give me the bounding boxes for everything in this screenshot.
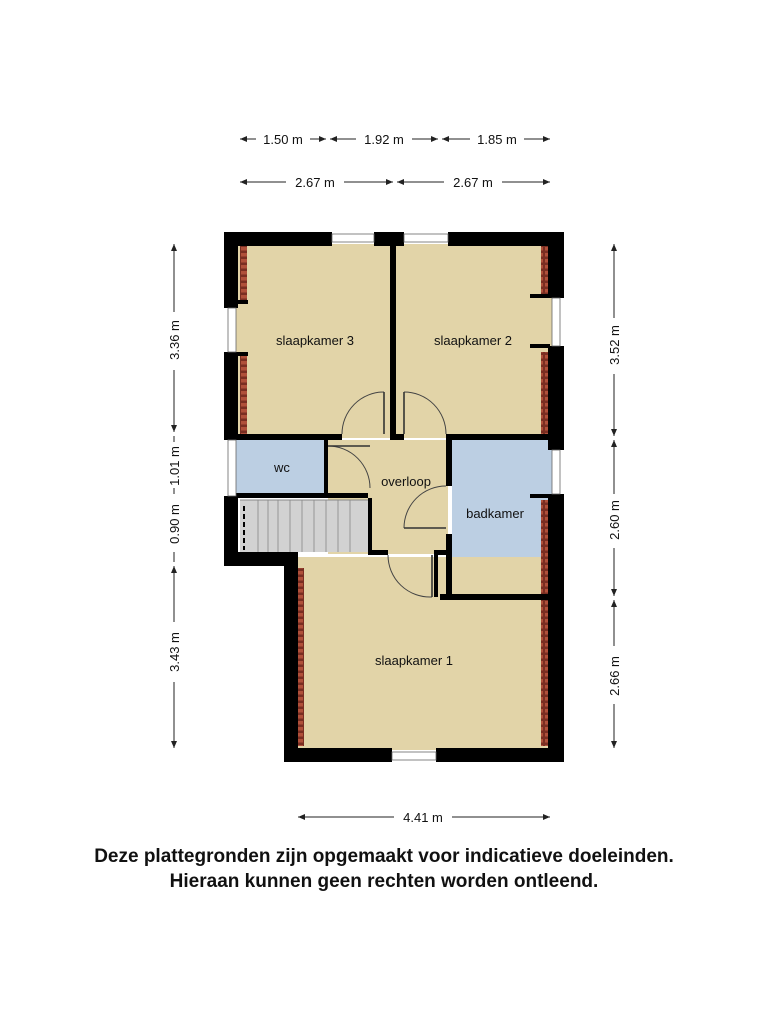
dim-right-3: 2.66 m xyxy=(607,656,622,696)
dim-right-1: 3.52 m xyxy=(607,325,622,365)
staircase xyxy=(240,500,368,552)
label-slaapkamer-3: slaapkamer 3 xyxy=(275,333,355,348)
window-top-left xyxy=(332,234,374,242)
dim-top-row2-1: 2.67 m xyxy=(295,175,335,190)
dim-top-row2-2: 2.67 m xyxy=(453,175,493,190)
label-badkamer: badkamer xyxy=(466,506,524,521)
label-slaapkamer-2: slaapkamer 2 xyxy=(433,333,513,348)
label-overloop: overloop xyxy=(381,474,431,489)
label-slaapkamer-1: slaapkamer 1 xyxy=(374,653,454,668)
window-bottom xyxy=(392,752,436,760)
dim-top-2: 1.92 m xyxy=(364,132,404,147)
window-left-2 xyxy=(228,440,236,496)
window-left-1 xyxy=(228,308,236,352)
dim-left-3: 0.90 m xyxy=(167,504,182,544)
disclaimer-line-2: Hieraan kunnen geen rechten worden ontleend. xyxy=(169,871,599,892)
dim-top-3: 1.85 m xyxy=(477,132,517,147)
label-wc: wc xyxy=(274,460,290,475)
window-top-right xyxy=(404,234,448,242)
dimension-right xyxy=(607,244,622,748)
dim-right-2: 2.60 m xyxy=(607,500,622,540)
dimension-left xyxy=(167,244,182,748)
dim-bottom: 4.41 m xyxy=(403,810,443,825)
window-right-1 xyxy=(552,298,560,346)
dimension-top-row-1 xyxy=(240,132,550,147)
disclaimer-line-1: Deze plattegronden zijn opgemaakt voor indicatieve doeleinden. xyxy=(94,846,674,867)
dim-left-4: 3.43 m xyxy=(167,632,182,672)
dim-left-2: 1.01 m xyxy=(167,446,182,486)
dim-top-1: 1.50 m xyxy=(263,132,303,147)
window-right-2 xyxy=(552,450,560,494)
dim-left-1: 3.36 m xyxy=(167,320,182,360)
dimension-top-row-2 xyxy=(240,175,550,190)
dimension-bottom xyxy=(298,810,550,825)
